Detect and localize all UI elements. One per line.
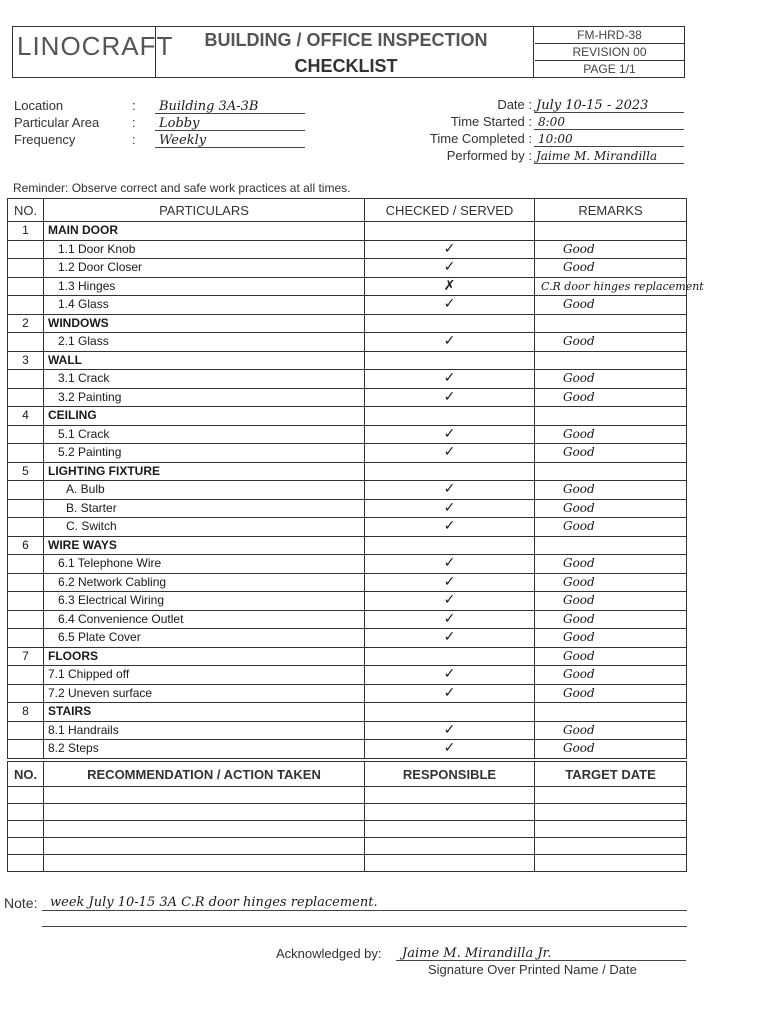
row-check-mark[interactable]: ✓ bbox=[365, 573, 535, 592]
performed-by-value: Jaime M. Mirandilla bbox=[536, 149, 658, 163]
row-number bbox=[8, 240, 44, 259]
recommendation-row bbox=[8, 804, 687, 821]
checklist-row bbox=[8, 296, 687, 315]
row-number bbox=[8, 333, 44, 352]
acknowledged-signature: Jaime M. Mirandilla Jr. bbox=[402, 946, 552, 961]
row-particular: 7.2 Uneven surface bbox=[44, 684, 365, 703]
row-particular: 5.2 Painting bbox=[44, 444, 365, 463]
row-particular: B. Starter bbox=[44, 499, 365, 518]
row-particular: 8.1 Handrails bbox=[44, 721, 365, 740]
row-particular: WIRE WAYS bbox=[44, 536, 365, 555]
rec-cell-action[interactable] bbox=[44, 787, 365, 804]
rec-cell-action[interactable] bbox=[44, 821, 365, 838]
section-row bbox=[8, 647, 687, 666]
performed-by-label: Performed by : bbox=[446, 148, 532, 163]
row-remark[interactable]: C.R door hinges replacement bbox=[535, 277, 687, 296]
checklist-row bbox=[8, 370, 687, 389]
row-number bbox=[8, 370, 44, 389]
signature-caption: Signature Over Printed Name / Date bbox=[428, 962, 637, 977]
rec-cell-action[interactable] bbox=[44, 838, 365, 855]
rec-header-no: NO. bbox=[8, 762, 44, 787]
row-particular: FLOORS bbox=[44, 647, 365, 666]
checklist-row bbox=[8, 592, 687, 611]
row-remark[interactable]: Good bbox=[535, 296, 687, 315]
location-field[interactable] bbox=[155, 97, 305, 114]
rec-cell-responsible[interactable] bbox=[365, 855, 535, 872]
row-remark[interactable]: Good bbox=[535, 555, 687, 574]
frequency-label: Frequency bbox=[14, 132, 76, 147]
row-remark[interactable]: Good bbox=[535, 370, 687, 389]
rec-cell-action[interactable] bbox=[44, 855, 365, 872]
row-check-mark[interactable]: ✓ bbox=[365, 740, 535, 759]
recommendation-row bbox=[8, 821, 687, 838]
time-completed-label: Time Completed : bbox=[429, 131, 532, 146]
col-header-checked: CHECKED / SERVED bbox=[365, 199, 535, 222]
row-number bbox=[8, 425, 44, 444]
row-check-mark[interactable]: ✓ bbox=[365, 684, 535, 703]
row-remark[interactable] bbox=[535, 407, 687, 426]
area-label: Particular Area bbox=[14, 115, 100, 130]
row-number bbox=[8, 740, 44, 759]
row-remark[interactable]: Good bbox=[535, 499, 687, 518]
location-label: Location bbox=[14, 98, 64, 113]
checklist-row bbox=[8, 388, 687, 407]
note-label: Note: bbox=[4, 895, 38, 911]
checklist-row bbox=[8, 518, 687, 537]
area-colon: : bbox=[132, 115, 136, 130]
row-number: 7 bbox=[8, 647, 44, 666]
acknowledged-field[interactable] bbox=[396, 944, 686, 961]
form-revision: REVISION 00 bbox=[572, 45, 647, 59]
row-particular: 8.2 Steps bbox=[44, 740, 365, 759]
row-number bbox=[8, 499, 44, 518]
row-remark[interactable]: Good bbox=[535, 573, 687, 592]
rec-cell-no[interactable] bbox=[8, 821, 44, 838]
rec-cell-no[interactable] bbox=[8, 838, 44, 855]
recommendation-table bbox=[7, 761, 687, 872]
frequency-field[interactable] bbox=[155, 131, 305, 148]
section-row bbox=[8, 351, 687, 370]
row-particular: 1.1 Door Knob bbox=[44, 240, 365, 259]
form-title-line2: CHECKLIST bbox=[294, 56, 398, 76]
row-number: 6 bbox=[8, 536, 44, 555]
row-remark[interactable]: Good bbox=[535, 518, 687, 537]
row-number bbox=[8, 592, 44, 611]
checklist-row bbox=[8, 721, 687, 740]
row-remark[interactable] bbox=[535, 222, 687, 241]
row-particular: 6.5 Plate Cover bbox=[44, 629, 365, 648]
row-check-mark[interactable] bbox=[365, 647, 535, 666]
checklist-row bbox=[8, 684, 687, 703]
row-check-mark[interactable]: ✓ bbox=[365, 518, 535, 537]
row-number: 8 bbox=[8, 703, 44, 722]
row-remark[interactable]: Good bbox=[535, 444, 687, 463]
row-check-mark[interactable] bbox=[365, 314, 535, 333]
rec-cell-no[interactable] bbox=[8, 855, 44, 872]
row-check-mark[interactable] bbox=[365, 703, 535, 722]
row-check-mark[interactable] bbox=[365, 351, 535, 370]
rec-cell-target-date[interactable] bbox=[535, 821, 687, 838]
row-check-mark[interactable] bbox=[365, 536, 535, 555]
row-check-mark[interactable]: ✓ bbox=[365, 388, 535, 407]
row-remark[interactable]: Good bbox=[535, 647, 687, 666]
row-particular: 3.2 Painting bbox=[44, 388, 365, 407]
acknowledged-label: Acknowledged by: bbox=[276, 946, 382, 961]
row-check-mark[interactable]: ✓ bbox=[365, 481, 535, 500]
area-value: Lobby bbox=[159, 116, 200, 131]
checklist-row bbox=[8, 666, 687, 685]
row-check-mark[interactable]: ✓ bbox=[365, 592, 535, 611]
note-field[interactable] bbox=[42, 893, 687, 911]
row-check-mark[interactable]: ✓ bbox=[365, 499, 535, 518]
frequency-value: Weekly bbox=[159, 133, 207, 148]
rec-cell-target-date[interactable] bbox=[535, 787, 687, 804]
row-remark[interactable]: Good bbox=[535, 333, 687, 352]
row-check-mark[interactable]: ✓ bbox=[365, 333, 535, 352]
time-started-field[interactable] bbox=[534, 113, 684, 130]
row-check-mark[interactable] bbox=[365, 462, 535, 481]
note-value: week July 10-15 3A C.R door hinges replacement. bbox=[50, 895, 378, 910]
rec-cell-responsible[interactable] bbox=[365, 787, 535, 804]
recommendation-row bbox=[8, 838, 687, 855]
row-check-mark[interactable]: ✓ bbox=[365, 259, 535, 278]
row-number: 4 bbox=[8, 407, 44, 426]
row-check-mark[interactable]: ✓ bbox=[365, 610, 535, 629]
row-remark[interactable] bbox=[535, 703, 687, 722]
section-row bbox=[8, 407, 687, 426]
row-particular: LIGHTING FIXTURE bbox=[44, 462, 365, 481]
checklist-row bbox=[8, 333, 687, 352]
section-row bbox=[8, 536, 687, 555]
rec-cell-target-date[interactable] bbox=[535, 855, 687, 872]
rec-header-action: RECOMMENDATION / ACTION TAKEN bbox=[44, 762, 365, 787]
performed-by-field[interactable] bbox=[534, 147, 684, 164]
checklist-row bbox=[8, 629, 687, 648]
checklist-row bbox=[8, 425, 687, 444]
row-number bbox=[8, 277, 44, 296]
row-check-mark[interactable]: ✓ bbox=[365, 370, 535, 389]
date-field[interactable] bbox=[534, 96, 684, 113]
area-field[interactable] bbox=[155, 114, 305, 131]
rec-header-target-date: TARGET DATE bbox=[535, 762, 687, 787]
row-number bbox=[8, 684, 44, 703]
row-remark[interactable] bbox=[535, 536, 687, 555]
note-extra-line bbox=[42, 926, 687, 927]
row-particular: 7.1 Chipped off bbox=[44, 666, 365, 685]
row-number bbox=[8, 610, 44, 629]
row-remark[interactable] bbox=[535, 314, 687, 333]
row-particular: 5.1 Crack bbox=[44, 425, 365, 444]
row-remark[interactable]: Good bbox=[535, 592, 687, 611]
row-check-mark[interactable] bbox=[365, 407, 535, 426]
row-particular: CEILING bbox=[44, 407, 365, 426]
checklist-row bbox=[8, 481, 687, 500]
checklist-header-row bbox=[8, 199, 687, 222]
row-particular: A. Bulb bbox=[44, 481, 365, 500]
row-number bbox=[8, 666, 44, 685]
row-check-mark[interactable]: ✓ bbox=[365, 425, 535, 444]
row-particular: 3.1 Crack bbox=[44, 370, 365, 389]
time-started-label: Time Started : bbox=[450, 114, 532, 129]
row-remark[interactable]: Good bbox=[535, 740, 687, 759]
row-check-mark[interactable] bbox=[365, 222, 535, 241]
row-number bbox=[8, 721, 44, 740]
row-number bbox=[8, 629, 44, 648]
row-number bbox=[8, 518, 44, 537]
rec-cell-target-date[interactable] bbox=[535, 804, 687, 821]
row-particular: 6.4 Convenience Outlet bbox=[44, 610, 365, 629]
row-remark[interactable]: Good bbox=[535, 666, 687, 685]
row-number bbox=[8, 296, 44, 315]
col-header-remarks: REMARKS bbox=[535, 199, 687, 222]
row-check-mark[interactable]: ✓ bbox=[365, 721, 535, 740]
date-label: Date : bbox=[497, 97, 532, 112]
row-particular: 2.1 Glass bbox=[44, 333, 365, 352]
row-particular: 6.3 Electrical Wiring bbox=[44, 592, 365, 611]
row-remark[interactable] bbox=[535, 462, 687, 481]
col-header-no: NO. bbox=[8, 199, 44, 222]
checklist-row bbox=[8, 610, 687, 629]
section-row bbox=[8, 462, 687, 481]
section-row bbox=[8, 222, 687, 241]
checklist-row bbox=[8, 444, 687, 463]
row-particular: 1.3 Hinges bbox=[44, 277, 365, 296]
section-row bbox=[8, 703, 687, 722]
row-particular: 6.2 Network Cabling bbox=[44, 573, 365, 592]
row-remark[interactable]: Good bbox=[535, 610, 687, 629]
time-completed-value: 10:00 bbox=[538, 132, 573, 146]
checklist-row bbox=[8, 573, 687, 592]
form-title-line1: BUILDING / OFFICE INSPECTION bbox=[204, 30, 488, 50]
row-remark[interactable]: Good bbox=[535, 684, 687, 703]
company-logo: LINOCRAFT bbox=[17, 31, 174, 61]
row-number: 2 bbox=[8, 314, 44, 333]
rec-cell-responsible[interactable] bbox=[365, 821, 535, 838]
section-row bbox=[8, 314, 687, 333]
location-value: Building 3A-3B bbox=[159, 99, 259, 114]
reminder-text: Reminder: Observe correct and safe work practices at all times. bbox=[13, 181, 351, 195]
row-check-mark[interactable]: ✓ bbox=[365, 240, 535, 259]
checklist-row bbox=[8, 499, 687, 518]
form-page: PAGE 1/1 bbox=[583, 62, 636, 76]
row-number bbox=[8, 573, 44, 592]
row-number bbox=[8, 388, 44, 407]
row-particular: 1.4 Glass bbox=[44, 296, 365, 315]
row-check-mark[interactable]: ✓ bbox=[365, 296, 535, 315]
checklist-table bbox=[7, 198, 704, 759]
time-completed-field[interactable] bbox=[534, 130, 684, 147]
rec-cell-no[interactable] bbox=[8, 787, 44, 804]
row-particular: C. Switch bbox=[44, 518, 365, 537]
row-number: 1 bbox=[8, 222, 44, 241]
row-number bbox=[8, 555, 44, 574]
row-check-mark[interactable]: ✓ bbox=[365, 555, 535, 574]
row-particular: WALL bbox=[44, 351, 365, 370]
form-code: FM-HRD-38 bbox=[577, 28, 642, 42]
row-remark[interactable]: Good bbox=[535, 629, 687, 648]
row-number bbox=[8, 259, 44, 278]
row-remark[interactable] bbox=[535, 351, 687, 370]
row-particular: MAIN DOOR bbox=[44, 222, 365, 241]
row-remark[interactable]: Good bbox=[535, 240, 687, 259]
row-remark[interactable]: Good bbox=[535, 259, 687, 278]
row-check-mark[interactable]: ✓ bbox=[365, 666, 535, 685]
col-header-particulars: PARTICULARS bbox=[44, 199, 365, 222]
frequency-colon: : bbox=[132, 132, 136, 147]
rec-cell-responsible[interactable] bbox=[365, 804, 535, 821]
row-number: 3 bbox=[8, 351, 44, 370]
date-value: July 10-15 - 2023 bbox=[536, 98, 649, 113]
checklist-row bbox=[8, 240, 687, 259]
row-remark[interactable]: Good bbox=[535, 481, 687, 500]
row-number bbox=[8, 481, 44, 500]
checklist-row bbox=[8, 259, 687, 278]
checklist-row bbox=[8, 740, 687, 759]
row-check-mark[interactable]: ✓ bbox=[365, 444, 535, 463]
rec-cell-target-date[interactable] bbox=[535, 838, 687, 855]
row-particular: WINDOWS bbox=[44, 314, 365, 333]
rec-cell-responsible[interactable] bbox=[365, 838, 535, 855]
row-particular: 1.2 Door Closer bbox=[44, 259, 365, 278]
row-particular: STAIRS bbox=[44, 703, 365, 722]
recommendation-row bbox=[8, 787, 687, 804]
row-number bbox=[8, 444, 44, 463]
row-remark[interactable]: Good bbox=[535, 425, 687, 444]
rec-header-responsible: RESPONSIBLE bbox=[365, 762, 535, 787]
row-check-mark[interactable]: ✓ bbox=[365, 629, 535, 648]
rec-cell-action[interactable] bbox=[44, 804, 365, 821]
row-remark[interactable]: Good bbox=[535, 388, 687, 407]
recommendation-header-row bbox=[8, 762, 687, 787]
row-number: 5 bbox=[8, 462, 44, 481]
checklist-row bbox=[8, 555, 687, 574]
row-particular: 6.1 Telephone Wire bbox=[44, 555, 365, 574]
row-check-mark[interactable]: ✗ bbox=[365, 277, 535, 296]
rec-cell-no[interactable] bbox=[8, 804, 44, 821]
location-colon: : bbox=[132, 98, 136, 113]
checklist-row bbox=[8, 277, 687, 296]
row-remark[interactable]: Good bbox=[535, 721, 687, 740]
time-started-value: 8:00 bbox=[538, 115, 565, 129]
recommendation-row bbox=[8, 855, 687, 872]
form-header bbox=[12, 26, 685, 78]
